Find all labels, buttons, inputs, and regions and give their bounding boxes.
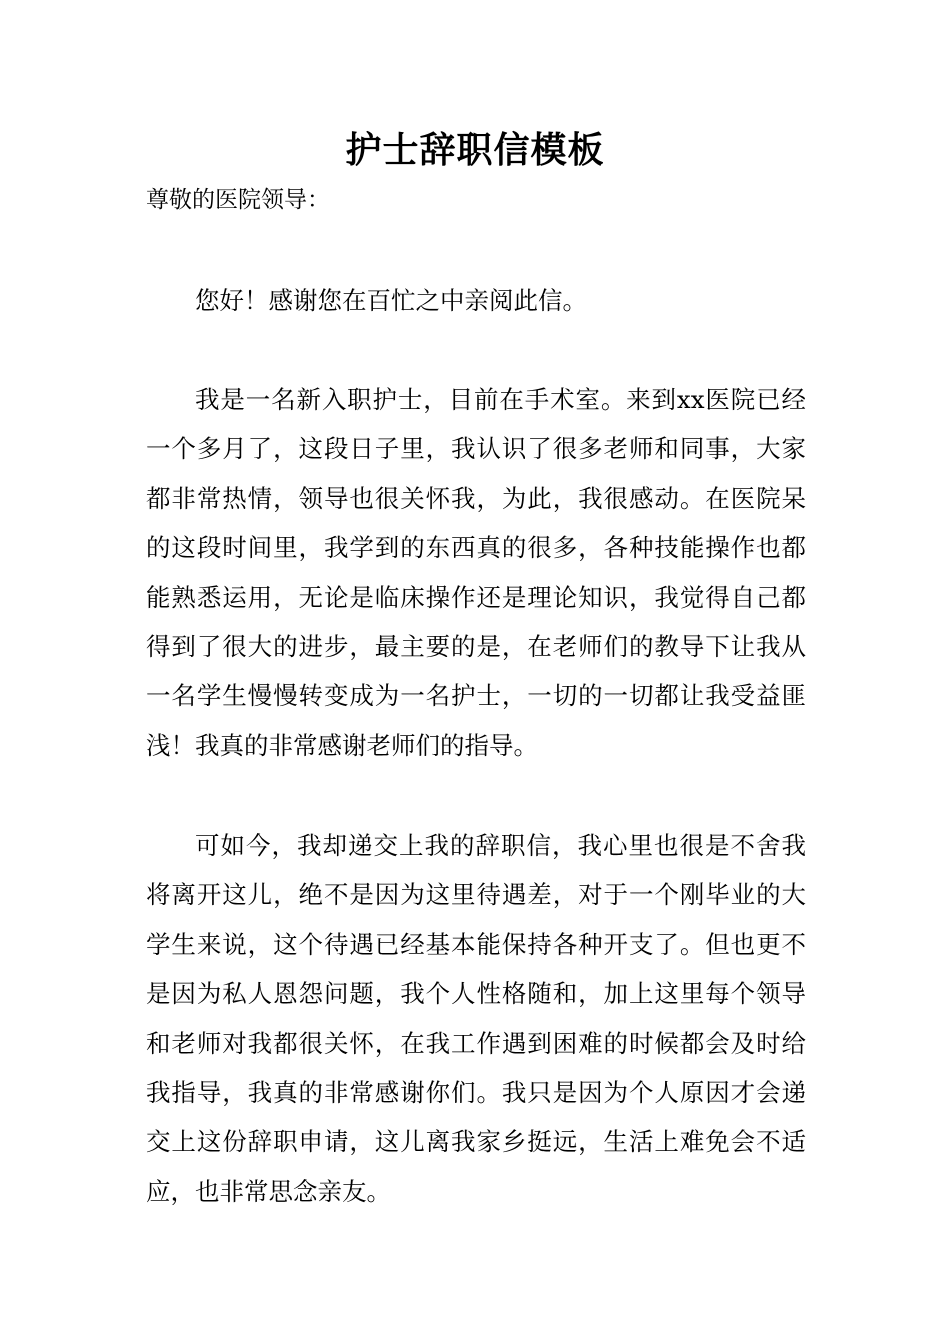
- paragraph-greeting: 您好！感谢您在百忙之中亲阅此信。: [195, 286, 587, 315]
- salutation: 尊敬的医院领导：: [146, 187, 330, 213]
- paragraph-reason: 可如今，我却递交上我的辞职信，我心里也很是不舍我将离开这儿，绝不是因为这里待遇差，对于一个刚毕业的大学生来说，这个待遇已经基本能保持各种开支了。但也更不是因为私人恩怨问题，我个人性格随和，加上这里每个领导和老师对我都很关怀，在我工作遇到困难的时候都会及时给我指导，我真的非常感谢你们。我只是因为个人原因才会递交上这份辞职申请，这儿离我家乡挺远，生活上难免会不适应，也非常思念亲友。: [146, 831, 806, 1206]
- paragraph-experience: 我是一名新入职护士，目前在手术室。来到xx医院已经一个多月了，这段日子里，我认识了很多老师和同事，大家都非常热情，领导也很关怀我，为此，我很感动。在医院呆的这段时间里，我学到的东西真的很多，各种技能操作也都能熟悉运用，无论是临床操作还是理论知识，我觉得自己都得到了很大的进步，最主要的是，在老师们的教导下让我从一名学生慢慢转变成为一名护士，一切的一切都让我受益匪浅！我真的非常感谢老师们的指导。: [146, 385, 806, 760]
- document-title: 护士辞职信模板: [345, 129, 605, 171]
